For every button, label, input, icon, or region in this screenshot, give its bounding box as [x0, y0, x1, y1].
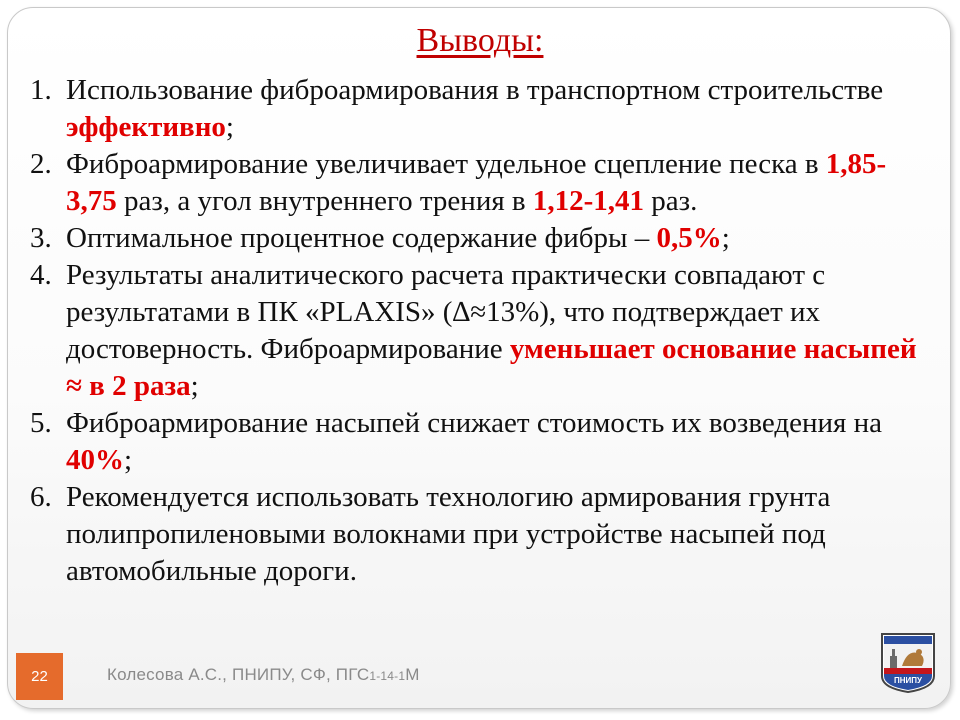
- page-number: 22: [31, 668, 48, 685]
- item-number: 2.: [30, 148, 52, 180]
- item-number: 5.: [30, 407, 52, 439]
- item-text-end: раз.: [644, 185, 698, 217]
- item-text-end: ;: [225, 111, 234, 143]
- conclusions-list: [30, 72, 920, 590]
- list-item: [30, 146, 920, 220]
- item-highlight: 40%: [66, 444, 124, 476]
- list-item: [30, 257, 920, 405]
- item-text-end: ;: [721, 222, 730, 254]
- item-text: Фиброармирование насыпей снижает стоимость их возведения на: [66, 407, 883, 439]
- list-item: [30, 220, 920, 257]
- list-item: [30, 405, 920, 479]
- list-item: [30, 479, 920, 590]
- university-logo-icon: [880, 632, 936, 694]
- item-text-middle: раз, а угол внутреннего трения в: [116, 185, 533, 217]
- slide-title: Выводы:: [416, 22, 544, 59]
- footer-author: [107, 665, 420, 685]
- item-text-end: ;: [124, 444, 133, 476]
- item-highlight: уменьшает основание насыпей ≈ в 2 раза: [66, 333, 917, 402]
- item-text-end: ;: [190, 370, 199, 402]
- item-highlight-2: 1,12-1,41: [532, 185, 645, 217]
- footer-group-suffix: М: [405, 665, 420, 684]
- item-number: 1.: [30, 74, 52, 106]
- item-number: 4.: [30, 259, 52, 291]
- footer-author-text: Колесова А.С., ПНИПУ, СФ, ПГС: [107, 665, 370, 684]
- page-number-badge: [16, 653, 63, 700]
- item-text: Результаты аналитического расчета практически совпадают с результатами в ПК «PLAXIS» (∆≈13%), что подтверждает их достоверность. Фиброармирование: [66, 259, 826, 365]
- list-item: [30, 72, 920, 146]
- svg-text:ПНИПУ: ПНИПУ: [893, 676, 923, 685]
- item-number: 6.: [30, 481, 52, 513]
- item-number: 3.: [30, 222, 52, 254]
- item-text: Рекомендуется использовать технологию армирования грунта полипропиленовыми волокнами при устройстве насыпей под автомобильные дороги.: [66, 481, 831, 587]
- footer-group-number: 1-14-1: [369, 669, 406, 683]
- item-highlight: 1,85-3,75: [66, 148, 887, 217]
- item-highlight: 0,5%: [656, 222, 722, 254]
- item-text: Фиброармирование увеличивает удельное сцепление песка в: [66, 148, 826, 180]
- item-text: Оптимальное процентное содержание фибры –: [66, 222, 657, 254]
- item-text: Использование фиброармирования в транспортном строительстве: [66, 74, 884, 106]
- item-highlight: эффективно: [66, 111, 226, 143]
